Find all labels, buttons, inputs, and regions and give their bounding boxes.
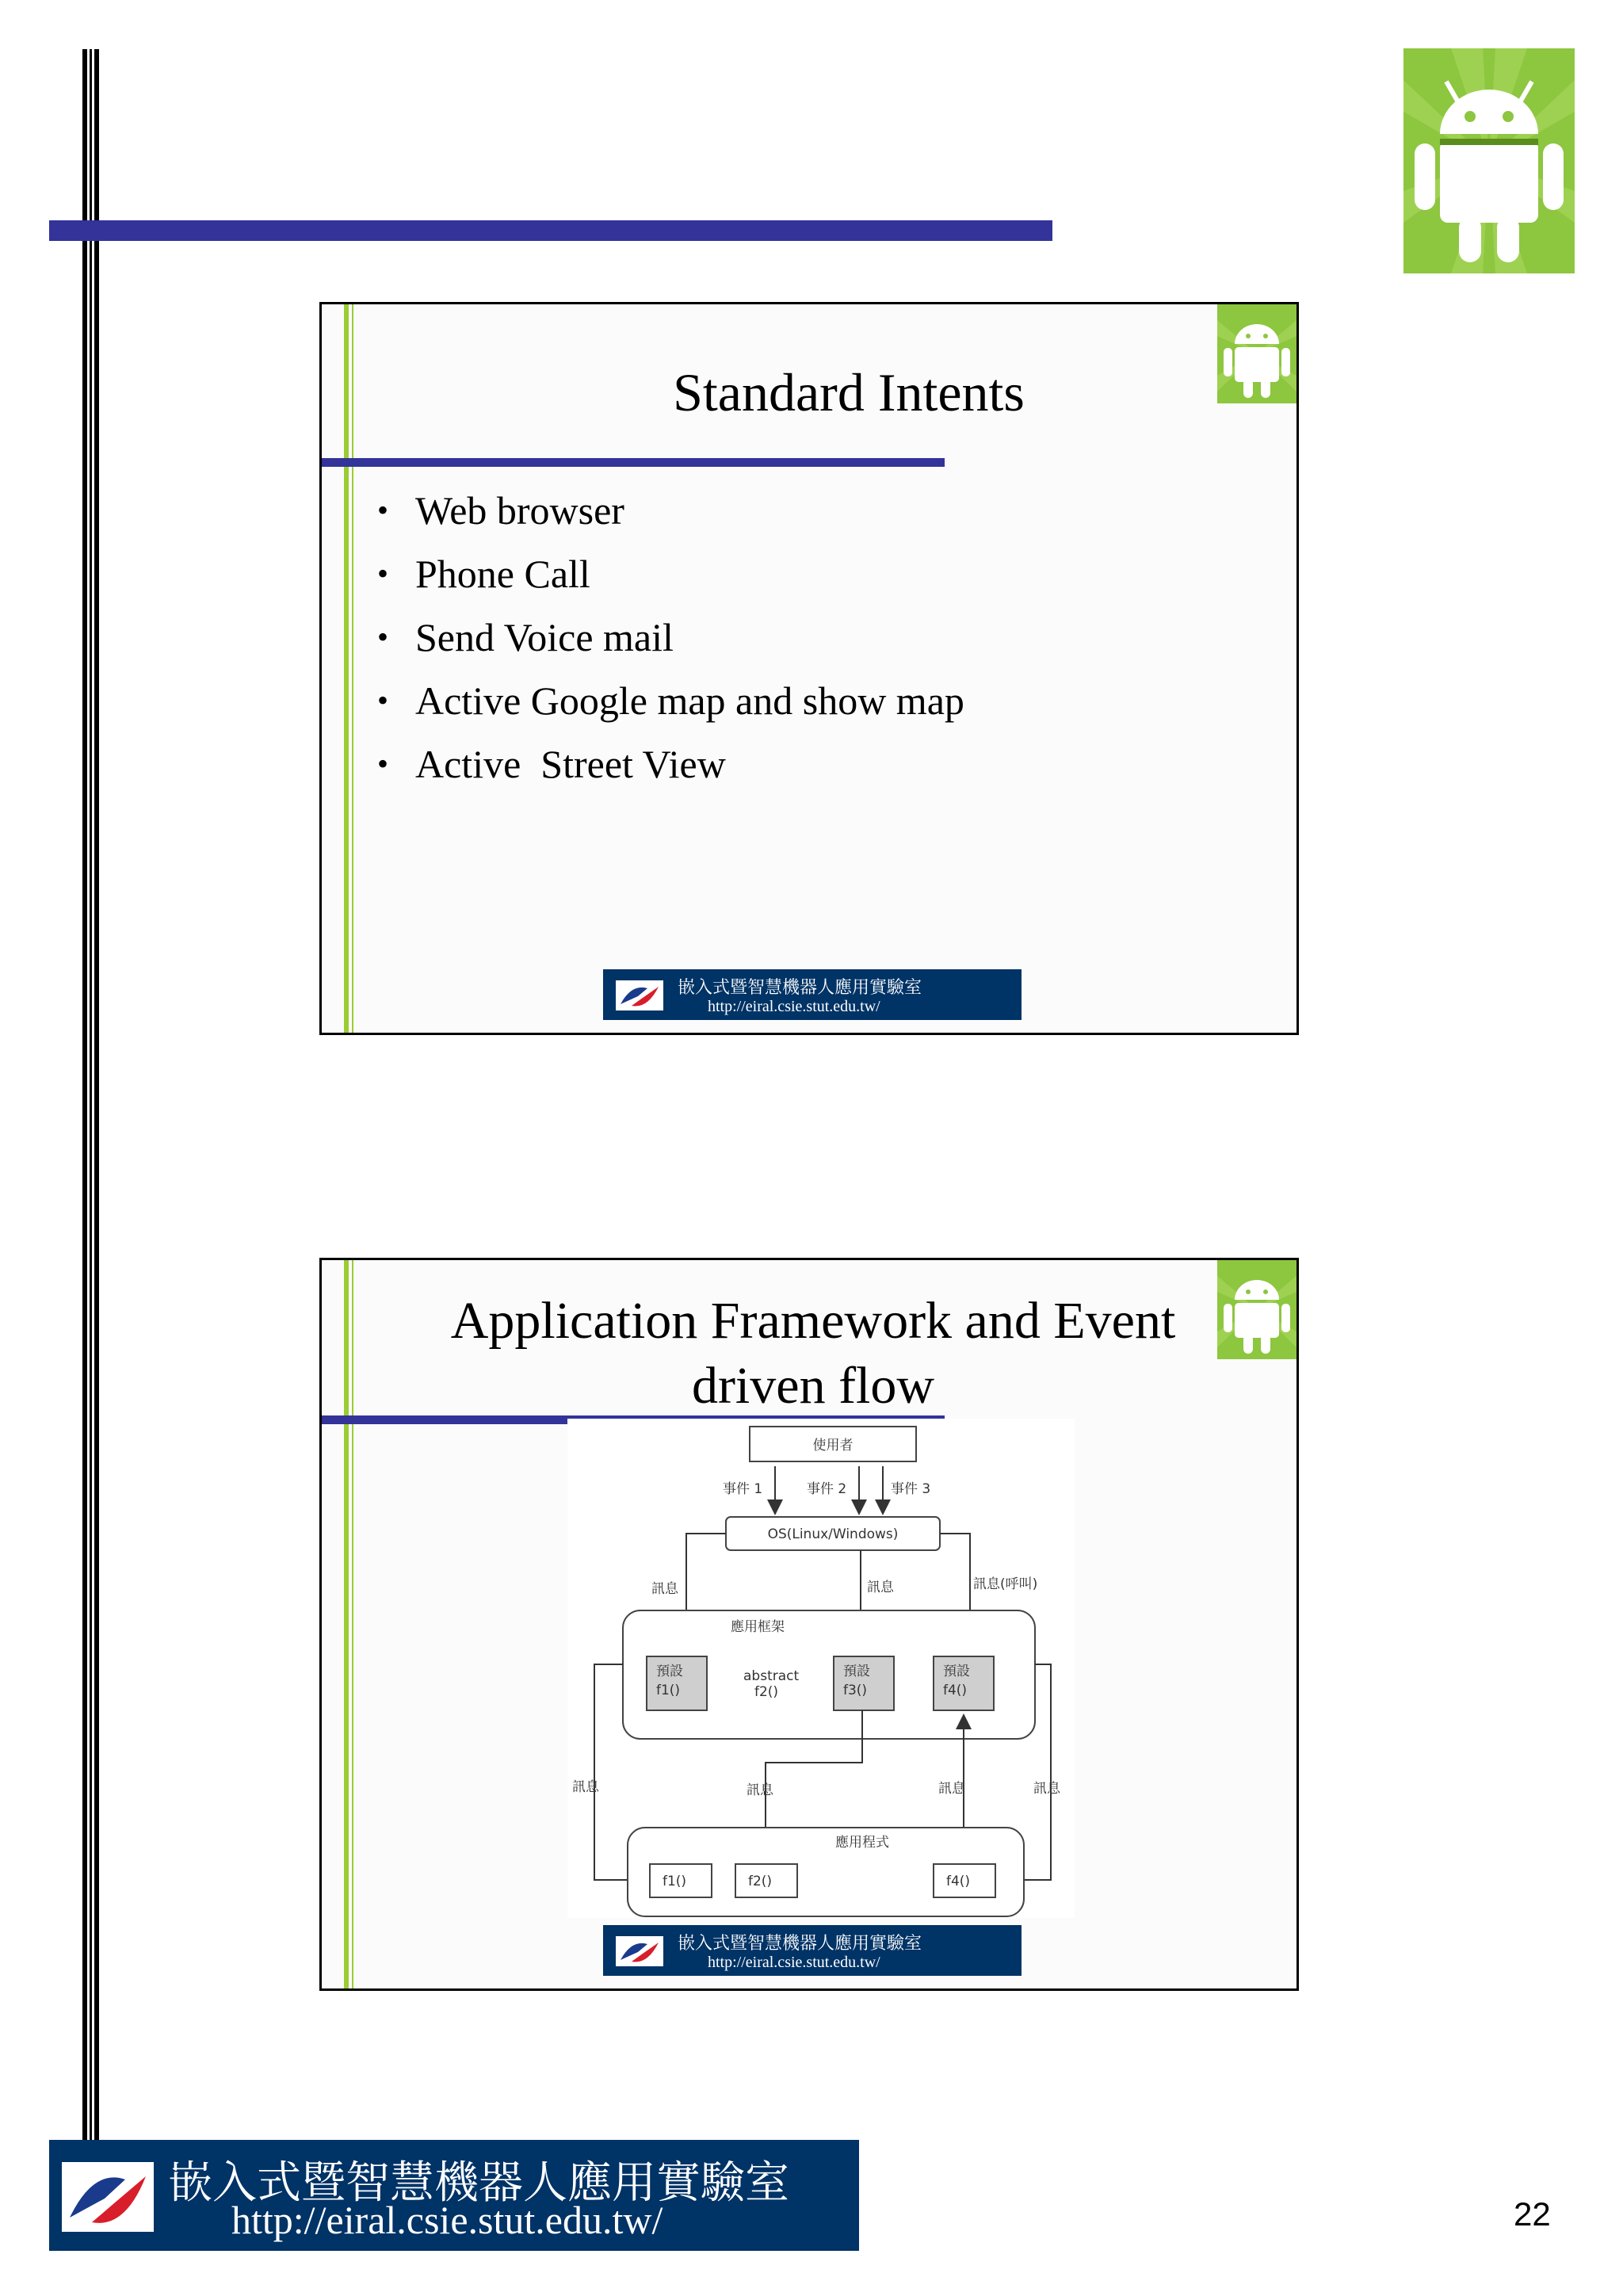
page-footer [49,2140,859,2251]
android-logo-icon [1403,48,1575,273]
slide-accent-bar-thin [352,1260,353,1988]
list-item: • Send Voice mail [377,606,964,669]
lab-logo-icon [616,1936,663,1966]
android-logo-icon [1217,1260,1296,1359]
margin-line-2 [90,49,92,2237]
event-3-label: 事件 3 [891,1481,931,1497]
framework-f2-label: f2() [754,1684,779,1700]
os-label: OS(Linux/Windows) [767,1526,899,1542]
msg-right2-label: 訊息 [938,1781,965,1797]
title-underline [322,458,945,467]
slide-title: Standard Intents [673,362,1025,422]
app-f1-label: f1() [663,1874,687,1889]
msg-far-right-label: 訊息 [1033,1781,1060,1797]
slide-footer-url: http://eiral.csie.stut.edu.tw/ [708,1954,880,1971]
slide-title: Application Framework and Event driven flow [450,1292,1176,1415]
slide-footer [603,1925,1022,1976]
framework-f3-default: 預設 [843,1664,870,1679]
lab-logo-icon [616,980,663,1010]
msg-call-label: 訊息(呼叫) [973,1576,1038,1592]
slide-standard-intents [319,302,1299,1035]
app-f4-label: f4() [946,1874,971,1889]
intent-list [377,479,964,796]
slide-footer-lab: 嵌入式暨智慧機器人應用實驗室 [678,977,922,997]
list-item: • Web browser [377,479,964,542]
list-item: • Active Street View [377,732,964,796]
framework-abstract-label: abstract [743,1668,800,1684]
framework-f3-label: f3() [843,1683,868,1698]
slide-accent-bar [344,1260,349,1988]
lab-logo-icon [62,2162,154,2232]
android-logo-icon [1217,304,1296,403]
msg-left-label: 訊息 [651,1581,678,1597]
slide-footer-lab: 嵌入式暨智慧機器人應用實驗室 [678,1933,922,1953]
msg-center-label: 訊息 [867,1580,894,1595]
framework-label: 應用框架 [731,1619,785,1635]
event-flow-diagram [567,1419,1075,1918]
slide-app-framework [319,1258,1299,1991]
margin-line-3 [94,49,99,2237]
page-number: 22 [1514,2195,1551,2233]
footer-url[interactable]: http://eiral.csie.stut.edu.tw/ [231,2198,663,2242]
msg-center2-label: 訊息 [747,1782,773,1798]
app-f2-label: f2() [748,1874,773,1889]
user-label: 使用者 [812,1438,854,1454]
slide-footer-url: http://eiral.csie.stut.edu.tw/ [708,998,880,1015]
framework-f4-label: f4() [943,1683,968,1698]
slide-accent-bar-thin [352,304,353,1033]
list-item: • Phone Call [377,542,964,606]
slide-accent-bar [344,304,349,1033]
framework-f4-default: 預設 [943,1664,970,1679]
event-1-label: 事件 1 [723,1481,763,1497]
framework-f1-default: 預設 [656,1664,683,1679]
framework-f1-label: f1() [656,1683,681,1698]
application-label: 應用程式 [835,1835,889,1851]
footer-lab-name: 嵌入式暨智慧機器人應用實驗室 [168,2159,789,2208]
header-bar [49,220,1052,241]
slide-footer [603,969,1022,1020]
list-item: • Active Google map and show map [377,669,964,732]
msg-left2-label: 訊息 [572,1779,599,1795]
margin-line-1 [82,49,87,2237]
event-2-label: 事件 2 [807,1481,847,1497]
